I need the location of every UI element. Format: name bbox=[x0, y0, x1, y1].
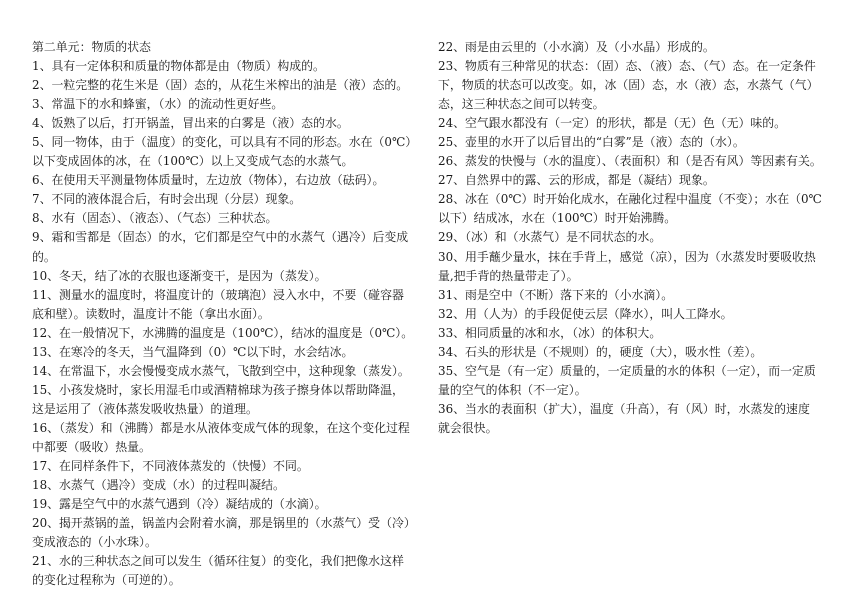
text-line: 21、水的三种状态之间可以发生（循环往复）的变化，我们把像水这样 bbox=[32, 554, 404, 569]
text-line: 33、相同质量的冰和水，（冰）的体积大。 bbox=[438, 325, 662, 340]
text-line: 变成液态的（小水珠）。 bbox=[32, 535, 157, 550]
text-line: 13、在寒冷的冬天，当气温降到（0）℃以下时，水会结冰。 bbox=[32, 344, 354, 359]
text-line: 22、雨是由云里的（小水滴）及（小水晶）形成的。 bbox=[438, 40, 715, 54]
text-line: 35、空气是（有一定）质量的，一定质量的水的体积（一定），而一定质 bbox=[438, 363, 816, 378]
text-line: 5、同一物体，由于（温度）的变化，可以具有不同的形态。水在（0℃） bbox=[32, 135, 418, 150]
text-line: 24、空气跟水都没有（一定）的形状，都是（无）色（无）味的。 bbox=[438, 116, 787, 131]
text-line: 29、（冰）和（水蒸气）是不同状态的水。 bbox=[438, 230, 662, 245]
left-column bbox=[32, 38, 422, 590]
text-line: 以下）结成冰，水在（100℃）时开始沸腾。 bbox=[438, 211, 677, 226]
text-line: 中都要（吸收）热量。 bbox=[32, 439, 151, 454]
text-line: 这是运用了（液体蒸发吸收热量）的道理。 bbox=[32, 401, 258, 416]
text-line: 30、用手蘸少量水，抹在手背上，感觉（凉），因为（水蒸发时要吸收热 bbox=[438, 249, 816, 264]
text-line: 12、在一般情况下，水沸腾的温度是（100℃），结冰的温度是（0℃）。 bbox=[32, 325, 414, 340]
text-line: 6、在使用天平测量物体质量时，左边放（物体），右边放（砝码）。 bbox=[32, 173, 385, 188]
text-line: 20、揭开蒸锅的盖，锅盖内会附着水滴，那是锅里的（水蒸气）受（冷） bbox=[32, 516, 416, 531]
right-column bbox=[438, 38, 830, 438]
text-line: 16、（蒸发）和（沸腾）都是水从液体变成气体的现象，在这个变化过程 bbox=[32, 420, 410, 435]
text-line: 18、水蒸气（遇冷）变成（水）的过程叫凝结。 bbox=[32, 478, 285, 493]
text-line: 26、蒸发的快慢与（水的温度）、（表面积）和（是否有风）等因素有关。 bbox=[438, 154, 822, 169]
text-line: 的变化过程称为（可逆的）。 bbox=[32, 573, 181, 588]
text-line: 10、冬天，结了冰的衣服也逐渐变干，是因为（蒸发）。 bbox=[32, 268, 327, 283]
text-line: 27、自然界中的露、云的形成，都是（凝结）现象。 bbox=[438, 173, 715, 188]
text-line: 7、不同的液体混合后，有时会出现（分层）现象。 bbox=[32, 192, 302, 207]
text-line: 的。 bbox=[32, 249, 56, 264]
text-line: 2、一粒完整的花生米是（固）态的，从花生米榨出的油是（液）态的。 bbox=[32, 78, 409, 93]
text-line: 1、具有一定体积和质量的物体都是由（物质）构成的。 bbox=[32, 59, 325, 74]
text-line: 28、冰在（0℃）时开始化成水，在融化过程中温度（不变）；水在（0℃ bbox=[438, 192, 822, 207]
text-line: 底和壁）。读数时，温度计不能（拿出水面）。 bbox=[32, 306, 270, 321]
text-line: 31、雨是空中（不断）落下来的（小水滴）。 bbox=[438, 287, 674, 302]
text-line: 下，物质的状态可以改变。如，冰（固）态，水（液）态，水蒸气（气） bbox=[438, 78, 819, 93]
text-line: 15、小孩发烧时，家长用湿毛巾或酒精棉球为孩子擦身体以帮助降温， bbox=[32, 382, 404, 397]
text-line: 量,把手背的热量带走了）。 bbox=[438, 268, 579, 283]
text-line: 34、石头的形状是（不规则）的，硬度（大），吸水性（差）。 bbox=[438, 344, 763, 359]
text-line: 14、在常温下，水会慢慢变成水蒸气，飞散到空中，这种现象（蒸发）。 bbox=[32, 363, 410, 378]
text-line: 11、测量水的温度时，将温度计的（玻璃泡）浸入水中，不要（碰容器 bbox=[32, 287, 404, 302]
unit-title: 第二单元：物质的状态 bbox=[32, 40, 151, 54]
text-line: 8、水有（固态）、（液态）、（气态）三种状态。 bbox=[32, 211, 278, 226]
text-line: 25、壶里的水开了以后冒出的“白雾”是（液）态的（水）。 bbox=[438, 135, 745, 150]
text-line: 3、常温下的水和蜂蜜，（水）的流动性更好些。 bbox=[32, 97, 284, 112]
text-line: 以下变成固体的冰，在（100℃）以上又变成气态的水蒸气。 bbox=[32, 154, 354, 169]
text-line: 就会很快。 bbox=[438, 420, 498, 435]
text-line: 态，这三种状态之间可以转变。 bbox=[438, 97, 605, 112]
text-line: 17、在同样条件下，不同液体蒸发的（快慢）不同。 bbox=[32, 459, 309, 474]
text-line: 量的空气的体积（不一定）。 bbox=[438, 382, 587, 397]
text-line: 9、霜和雪都是（固态）的水，它们都是空气中的水蒸气（遇冷）后变成 bbox=[32, 230, 409, 245]
text-line: 23、物质有三种常见的状态：（固）态、（液）态、（气）态。在一定条件 bbox=[438, 59, 816, 74]
text-line: 36、当水的表面积（扩大），温度（升高），有（风）时，水蒸发的速度 bbox=[438, 401, 810, 416]
text-line: 4、饭熟了以后，打开锅盖，冒出来的白雾是（液）态的水。 bbox=[32, 116, 349, 131]
text-line: 32、用（人为）的手段促使云层（降水），叫人工降水。 bbox=[438, 306, 733, 321]
text-line: 19、露是空气中的水蒸气遇到（冷）凝结成的（水滴）。 bbox=[32, 497, 327, 512]
